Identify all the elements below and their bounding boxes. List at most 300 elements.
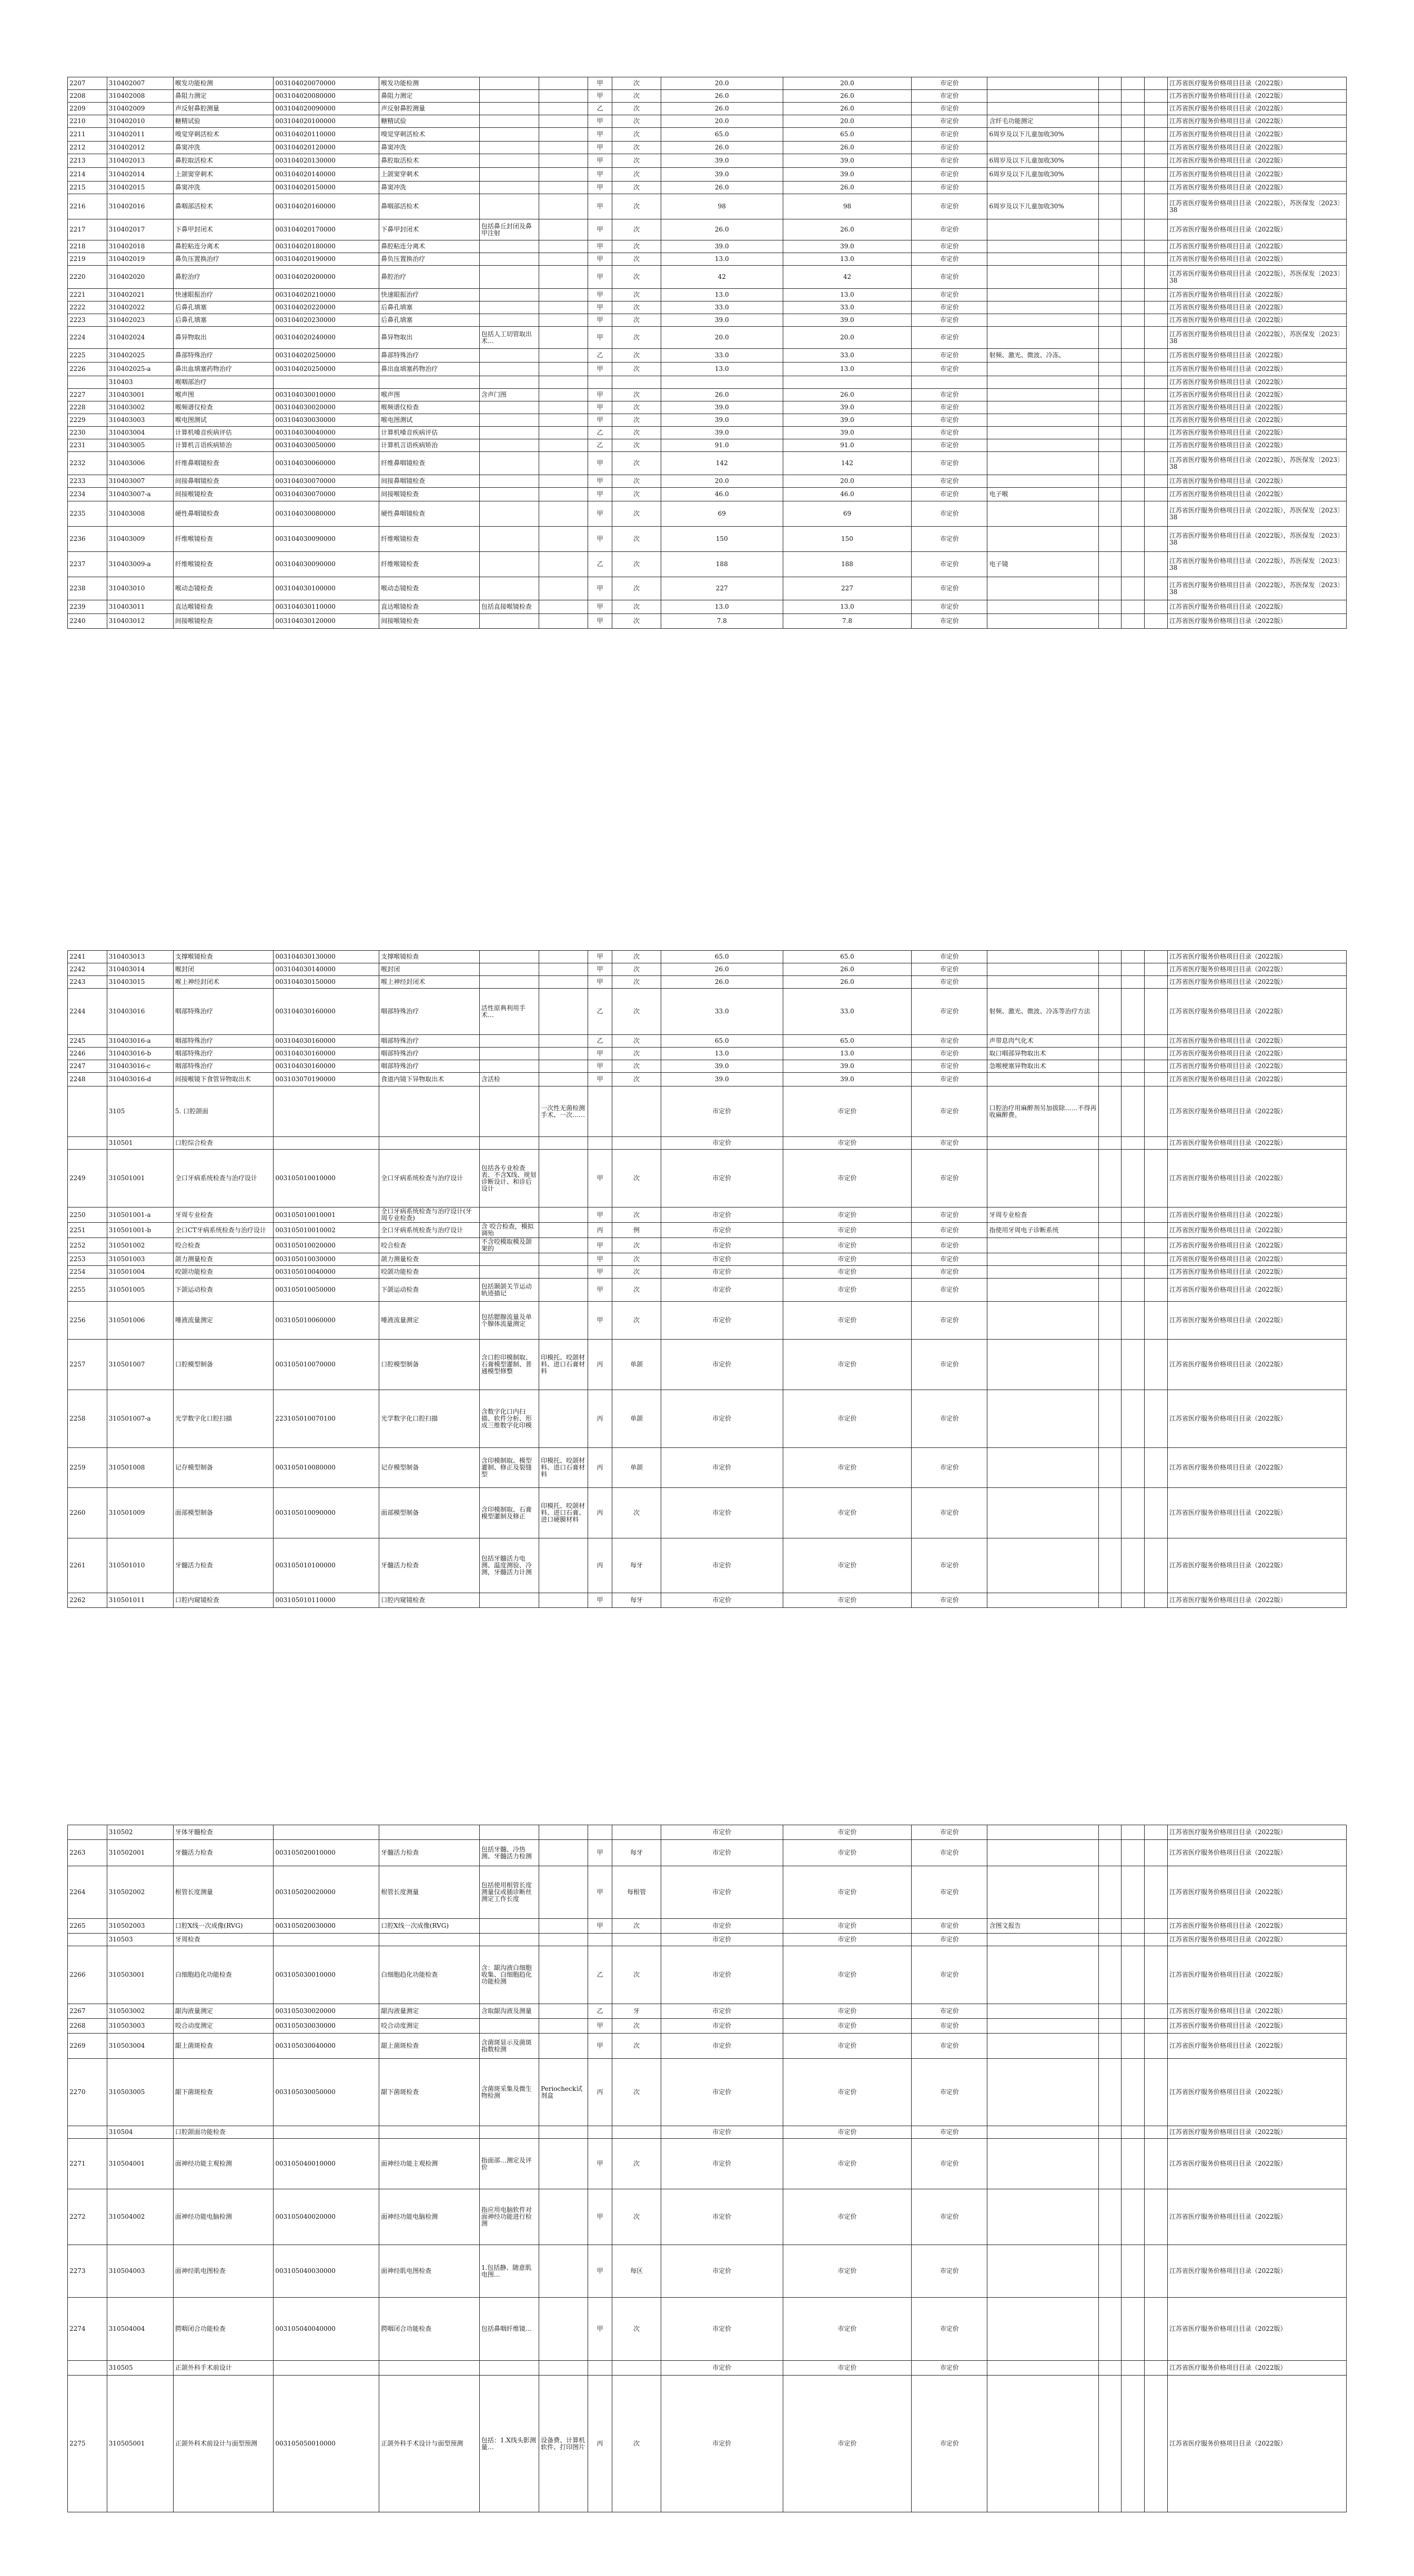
table-cell — [479, 577, 539, 600]
table-cell — [479, 1266, 539, 1279]
table-cell — [539, 349, 588, 363]
table-cell: 甲 — [588, 577, 612, 600]
table-cell — [479, 240, 539, 253]
table-cell: 江苏省医疗服务价格项目目录（2022版） — [1167, 989, 1346, 1035]
table-cell: 2246 — [68, 1048, 107, 1060]
table-cell: 310403015 — [107, 976, 173, 989]
table-cell: 42 — [661, 266, 783, 289]
table-cell — [1145, 1208, 1168, 1223]
table-cell — [1098, 349, 1122, 363]
table-cell — [539, 1919, 588, 1934]
table-row — [68, 1223, 1347, 1238]
table-cell — [539, 552, 588, 577]
table-cell: 6周岁及以下儿童加收30% — [987, 154, 1098, 168]
table-cell: 市定价 — [912, 1919, 987, 1934]
table-cell: 面神经功能主观检测 — [379, 2139, 480, 2189]
table-cell: 310505 — [107, 2361, 173, 2376]
table-cell: 次 — [612, 1488, 661, 1538]
table-cell: 市定价 — [912, 976, 987, 989]
table-cell: 唾液流量测定 — [379, 1302, 480, 1340]
table-cell: 次 — [612, 168, 661, 182]
table-cell: 江苏省医疗服务价格项目目录（2022版） — [1167, 128, 1346, 142]
table-cell — [1122, 349, 1145, 363]
table-cell: 市定价 — [912, 501, 987, 527]
table-cell — [987, 1340, 1098, 1390]
table-cell: 310402024 — [107, 327, 173, 349]
table-cell: 每牙 — [612, 1840, 661, 1866]
table-cell — [1145, 452, 1168, 475]
table-cell: 次 — [612, 501, 661, 527]
table-cell — [1122, 103, 1145, 115]
table-cell: 光学数字化口腔扫描 — [379, 1390, 480, 1448]
table-cell: 33.0 — [661, 989, 783, 1035]
table-cell: 喉咽部治疗 — [173, 376, 274, 389]
table-cell: 市定价 — [912, 1593, 987, 1608]
table-cell — [1122, 1238, 1145, 1253]
table-cell — [539, 327, 588, 349]
table-cell — [539, 1593, 588, 1608]
table-cell: 310501005 — [107, 1279, 173, 1302]
table-cell: 26.0 — [661, 90, 783, 103]
table-cell: 指面部…测定及评价 — [479, 2139, 539, 2189]
table-cell: 江苏省医疗服务价格项目目录（2022版） — [1167, 439, 1346, 452]
table-cell — [479, 142, 539, 154]
table-cell: 223105010070100 — [274, 1390, 379, 1448]
table-cell: 003105040020000 — [274, 2189, 379, 2245]
table-cell — [479, 182, 539, 194]
table-cell — [1122, 976, 1145, 989]
table-cell: 2236 — [68, 527, 107, 552]
table-cell: 急喉梗塞异物取出术 — [987, 1060, 1098, 1073]
table-row — [68, 301, 1347, 314]
table-cell: 喉上神经封闭术 — [173, 976, 274, 989]
table-cell: 甲 — [588, 1279, 612, 1302]
table-cell — [539, 439, 588, 452]
table-cell: 市定价 — [912, 314, 987, 327]
table-cell — [1098, 439, 1122, 452]
table-cell: 喉动态镜检查 — [173, 577, 274, 600]
table-cell — [539, 2034, 588, 2059]
table-cell: 2234 — [68, 488, 107, 501]
table-cell: 口腔模型制备 — [379, 1340, 480, 1390]
table-row — [68, 600, 1347, 614]
table-cell — [379, 2361, 480, 2376]
table-cell: 2211 — [68, 128, 107, 142]
table-cell — [479, 1825, 539, 1840]
table-cell: 鼻窦冲洗 — [379, 142, 480, 154]
table-cell: 市定价 — [912, 1266, 987, 1279]
table-cell — [479, 289, 539, 301]
table-cell: 江苏省医疗服务价格项目目录（2022版） — [1167, 1538, 1346, 1593]
table-cell — [479, 401, 539, 414]
table-cell: 市定价 — [912, 527, 987, 552]
table-row — [68, 2019, 1347, 2034]
table-cell: 市定价 — [783, 1538, 912, 1593]
table-cell: 91.0 — [661, 439, 783, 452]
table-cell: 003104020130000 — [274, 154, 379, 168]
table-cell — [987, 2376, 1098, 2512]
table-cell — [539, 976, 588, 989]
table-cell — [539, 427, 588, 439]
table-cell: 310402025 — [107, 349, 173, 363]
table-cell — [1098, 2189, 1122, 2245]
table-cell — [1122, 1488, 1145, 1538]
table-cell: 39.0 — [661, 314, 783, 327]
table-cell: 次 — [612, 614, 661, 629]
table-cell: 次 — [612, 401, 661, 414]
table-cell — [987, 2361, 1098, 2376]
table-cell: 310402008 — [107, 90, 173, 103]
table-cell: 33.0 — [661, 349, 783, 363]
table-cell — [1098, 1238, 1122, 1253]
table-cell — [1098, 194, 1122, 219]
table-cell: 2226 — [68, 363, 107, 376]
table-cell: 江苏省医疗服务价格项目目录（2022版），苏医保发〔2023〕38 — [1167, 577, 1346, 600]
price-table-1 — [67, 77, 1347, 629]
table-cell: 市定价 — [912, 2376, 987, 2512]
table-cell — [479, 1919, 539, 1934]
table-cell: 2223 — [68, 314, 107, 327]
table-cell — [1145, 427, 1168, 439]
table-cell — [1122, 289, 1145, 301]
table-cell: 牙体牙髓检查 — [173, 1825, 274, 1840]
table-cell — [1122, 1060, 1145, 1073]
table-cell: 甲 — [588, 614, 612, 629]
table-cell: 市定价 — [783, 1208, 912, 1223]
table-cell — [479, 77, 539, 90]
table-cell: 甲 — [588, 414, 612, 427]
table-cell: 指使用牙周电子诊断系统 — [987, 1223, 1098, 1238]
table-cell — [588, 2126, 612, 2139]
table-cell — [479, 414, 539, 427]
table-cell: 乙 — [588, 439, 612, 452]
table-cell: 003104020160000 — [274, 194, 379, 219]
table-cell: 市定价 — [912, 989, 987, 1035]
table-cell: 乙 — [588, 2004, 612, 2019]
table-row — [68, 1137, 1347, 1150]
sheet-page-2 — [67, 950, 1347, 1608]
table-cell: 2265 — [68, 1919, 107, 1934]
table-cell — [987, 2034, 1098, 2059]
table-cell: 市定价 — [912, 389, 987, 401]
table-cell: 003104030040000 — [274, 427, 379, 439]
table-cell: 印模托、咬颌材料、进口石膏材料 — [539, 1340, 588, 1390]
table-cell — [479, 475, 539, 488]
table-cell — [1122, 1919, 1145, 1934]
table-cell — [1122, 2059, 1145, 2126]
table-cell — [987, 501, 1098, 527]
table-cell: 003104030070000 — [274, 488, 379, 501]
table-cell: 市定价 — [661, 2019, 783, 2034]
table-cell — [539, 2361, 588, 2376]
table-cell: 003105020020000 — [274, 1866, 379, 1919]
table-cell: 310501001-b — [107, 1223, 173, 1238]
table-cell: 003105010090000 — [274, 1488, 379, 1538]
table-cell — [987, 327, 1098, 349]
table-cell: 市定价 — [912, 1279, 987, 1302]
table-cell: 市定价 — [783, 1934, 912, 1946]
table-cell — [539, 1253, 588, 1266]
table-cell — [1145, 77, 1168, 90]
table-cell: 硬性鼻咽镜检查 — [173, 501, 274, 527]
table-cell: 甲 — [588, 488, 612, 501]
table-cell — [479, 2361, 539, 2376]
table-cell: 市定价 — [912, 1223, 987, 1238]
table-cell: 20.0 — [783, 475, 912, 488]
table-cell: 甲 — [588, 128, 612, 142]
table-cell — [1145, 142, 1168, 154]
table-cell: 江苏省医疗服务价格项目目录（2022版），苏医保发〔2023〕38 — [1167, 527, 1346, 552]
table-cell — [479, 552, 539, 577]
table-cell: 2272 — [68, 2189, 107, 2245]
table-cell: 次 — [612, 414, 661, 427]
table-cell: 江苏省医疗服务价格项目目录（2022版） — [1167, 363, 1346, 376]
table-cell: 市定价 — [912, 475, 987, 488]
table-cell: 乙 — [588, 427, 612, 439]
table-cell: 39.0 — [661, 401, 783, 414]
table-cell: 包括腮腺流量及单个腺体流量测定 — [479, 1302, 539, 1340]
table-cell: 市定价 — [912, 1340, 987, 1390]
table-cell — [1122, 314, 1145, 327]
table-cell: 鼻咽部活检术 — [173, 194, 274, 219]
table-cell: 13.0 — [783, 363, 912, 376]
table-cell: 310403005 — [107, 439, 173, 452]
table-cell: 嗅觉穿刺活检术 — [173, 128, 274, 142]
table-cell — [1098, 2059, 1122, 2126]
table-cell — [1098, 168, 1122, 182]
table-cell: 2245 — [68, 1035, 107, 1048]
table-cell: 江苏省医疗服务价格项目目录（2022版） — [1167, 1238, 1346, 1253]
table-cell: 39.0 — [783, 401, 912, 414]
table-cell: 嗅觉穿刺活检术 — [379, 128, 480, 142]
table-cell — [987, 2004, 1098, 2019]
table-cell: 丙 — [588, 1538, 612, 1593]
table-cell — [68, 2126, 107, 2139]
table-row — [68, 349, 1347, 363]
table-cell — [479, 488, 539, 501]
table-cell — [479, 501, 539, 527]
table-cell: 喉电图测试 — [379, 414, 480, 427]
table-cell: 江苏省医疗服务价格项目目录（2022版） — [1167, 951, 1346, 963]
table-cell: 甲 — [588, 976, 612, 989]
table-cell: 39.0 — [661, 1073, 783, 1086]
table-row — [68, 115, 1347, 128]
table-cell: 全口CT牙病系统检查与治疗设计 — [173, 1223, 274, 1238]
table-cell — [1098, 266, 1122, 289]
table-cell — [1098, 1593, 1122, 1608]
table-cell: 江苏省医疗服务价格项目目录（2022版） — [1167, 1825, 1346, 1840]
table-cell: 牙髓活力检查 — [173, 1840, 274, 1866]
table-cell — [1145, 327, 1168, 349]
table-cell — [1122, 90, 1145, 103]
table-cell: 江苏省医疗服务价格项目目录（2022版） — [1167, 2189, 1346, 2245]
table-cell: 003104020140000 — [274, 168, 379, 182]
table-cell: 市定价 — [783, 1253, 912, 1266]
table-cell: 包括各专业检查表、不含X线、规划诊断设计、和诊后设计 — [479, 1150, 539, 1208]
table-cell — [274, 1086, 379, 1137]
table-cell — [379, 1934, 480, 1946]
table-cell: 39.0 — [783, 154, 912, 168]
table-cell — [479, 1060, 539, 1073]
table-cell: 市定价 — [912, 168, 987, 182]
table-cell: 市定价 — [661, 1279, 783, 1302]
table-cell — [987, 475, 1098, 488]
table-cell — [1098, 414, 1122, 427]
table-cell — [987, 2298, 1098, 2361]
table-row — [68, 2298, 1347, 2361]
table-cell: 江苏省医疗服务价格项目目录（2022版） — [1167, 1086, 1346, 1137]
table-cell: 39.0 — [661, 154, 783, 168]
table-cell: 甲 — [588, 951, 612, 963]
table-cell: 市定价 — [661, 2004, 783, 2019]
table-cell — [1098, 1934, 1122, 1946]
table-row — [68, 154, 1347, 168]
table-cell — [479, 301, 539, 314]
table-cell: 咽部特殊治疗 — [173, 1035, 274, 1048]
table-cell: 次 — [612, 2059, 661, 2126]
table-row — [68, 1919, 1347, 1934]
table-cell — [1145, 1060, 1168, 1073]
table-row — [68, 1208, 1347, 1223]
table-cell — [612, 1934, 661, 1946]
table-cell: 市定价 — [912, 2034, 987, 2059]
table-cell — [987, 1266, 1098, 1279]
table-cell — [539, 577, 588, 600]
table-row — [68, 475, 1347, 488]
table-cell: 江苏省医疗服务价格项目目录（2022版） — [1167, 1946, 1346, 2004]
table-cell — [987, 1946, 1098, 2004]
table-cell: 市定价 — [912, 363, 987, 376]
table-row — [68, 1253, 1347, 1266]
table-cell: 市定价 — [661, 2189, 783, 2245]
table-cell: 市定价 — [661, 2059, 783, 2126]
table-cell — [987, 314, 1098, 327]
table-cell — [987, 389, 1098, 401]
table-cell — [274, 1934, 379, 1946]
table-cell: 003104020240000 — [274, 327, 379, 349]
table-cell: 次 — [612, 1035, 661, 1048]
table-cell: 次 — [612, 289, 661, 301]
table-cell: 次 — [612, 1266, 661, 1279]
table-cell — [987, 1866, 1098, 1919]
table-cell: 次 — [612, 976, 661, 989]
table-cell: 2247 — [68, 1060, 107, 1073]
table-cell — [1145, 2298, 1168, 2361]
table-cell — [539, 376, 588, 389]
table-cell — [539, 168, 588, 182]
table-cell: 次 — [612, 182, 661, 194]
table-cell: 003104020250000 — [274, 349, 379, 363]
table-cell: 咬合动度测定 — [379, 2019, 480, 2034]
table-row — [68, 439, 1347, 452]
table-cell: 003104020200000 — [274, 266, 379, 289]
table-cell — [1145, 194, 1168, 219]
table-cell — [539, 1302, 588, 1340]
table-cell — [987, 401, 1098, 414]
table-cell: 26.0 — [661, 389, 783, 401]
table-cell: 003104020080000 — [274, 90, 379, 103]
table-cell: 江苏省医疗服务价格项目目录（2022版） — [1167, 976, 1346, 989]
table-cell: 20.0 — [661, 77, 783, 90]
table-cell: 003104030090000 — [274, 527, 379, 552]
table-cell: 龈下菌斑检查 — [173, 2059, 274, 2126]
table-cell: 市定价 — [912, 488, 987, 501]
table-cell: 江苏省医疗服务价格项目目录（2022版） — [1167, 314, 1346, 327]
table-cell — [1145, 989, 1168, 1035]
table-cell — [539, 414, 588, 427]
table-cell: 2270 — [68, 2059, 107, 2126]
table-cell: 310501007-a — [107, 1390, 173, 1448]
table-cell — [539, 1825, 588, 1840]
table-cell: 喉发功能检测 — [379, 77, 480, 90]
table-cell: 150 — [783, 527, 912, 552]
table-cell: 310403001 — [107, 389, 173, 401]
table-cell: 包括鼻丘封闭及鼻甲注射 — [479, 219, 539, 240]
table-cell — [1122, 963, 1145, 976]
table-cell: 口腔内窥镜检查 — [173, 1593, 274, 1608]
table-cell: 市定价 — [912, 1208, 987, 1223]
table-row — [68, 1073, 1347, 1086]
table-cell — [1145, 414, 1168, 427]
table-cell: 310501011 — [107, 1593, 173, 1608]
sheet-page-3 — [67, 1825, 1347, 2512]
table-cell — [1145, 2019, 1168, 2034]
table-cell: 310403010 — [107, 577, 173, 600]
table-cell — [1145, 552, 1168, 577]
table-cell: 市定价 — [912, 2245, 987, 2298]
table-cell: 次 — [612, 103, 661, 115]
table-cell — [1122, 475, 1145, 488]
table-cell: 牙髓活力检查 — [379, 1538, 480, 1593]
table-cell — [479, 439, 539, 452]
table-cell — [1098, 2034, 1122, 2059]
table-cell: 2215 — [68, 182, 107, 194]
table-cell — [1122, 1825, 1145, 1840]
table-cell: 6周岁及以下儿童加收30% — [987, 168, 1098, 182]
table-cell: 003105020030000 — [274, 1919, 379, 1934]
table-cell: 003105010040000 — [274, 1266, 379, 1279]
table-cell: 2243 — [68, 976, 107, 989]
table-cell: 江苏省医疗服务价格项目目录（2022版） — [1167, 2376, 1346, 2512]
table-cell: 咬合检查 — [173, 1238, 274, 1253]
table-cell — [1098, 327, 1122, 349]
table-cell — [539, 128, 588, 142]
table-cell: 间接喉镜检查 — [173, 614, 274, 629]
table-cell — [1145, 600, 1168, 614]
table-cell: 下颌运动检查 — [173, 1279, 274, 1302]
table-cell: 江苏省医疗服务价格项目目录（2022版） — [1167, 77, 1346, 90]
table-cell: 面神经功能电脑检测 — [173, 2189, 274, 2245]
table-cell — [1122, 2361, 1145, 2376]
table-cell: 2248 — [68, 1073, 107, 1086]
table-cell — [1122, 266, 1145, 289]
table-cell: 2274 — [68, 2298, 107, 2361]
table-row — [68, 552, 1347, 577]
table-cell — [1122, 1150, 1145, 1208]
table-cell: 市定价 — [912, 552, 987, 577]
table-cell — [1145, 2361, 1168, 2376]
table-cell: 003104030010000 — [274, 389, 379, 401]
table-cell: 310501003 — [107, 1253, 173, 1266]
table-cell — [987, 1238, 1098, 1253]
table-cell — [1098, 115, 1122, 128]
table-cell — [1098, 376, 1122, 389]
table-cell — [539, 1060, 588, 1073]
table-cell: 003104020210000 — [274, 289, 379, 301]
table-cell — [1098, 2019, 1122, 2034]
table-cell: 次 — [612, 1073, 661, 1086]
table-cell — [1122, 1208, 1145, 1223]
